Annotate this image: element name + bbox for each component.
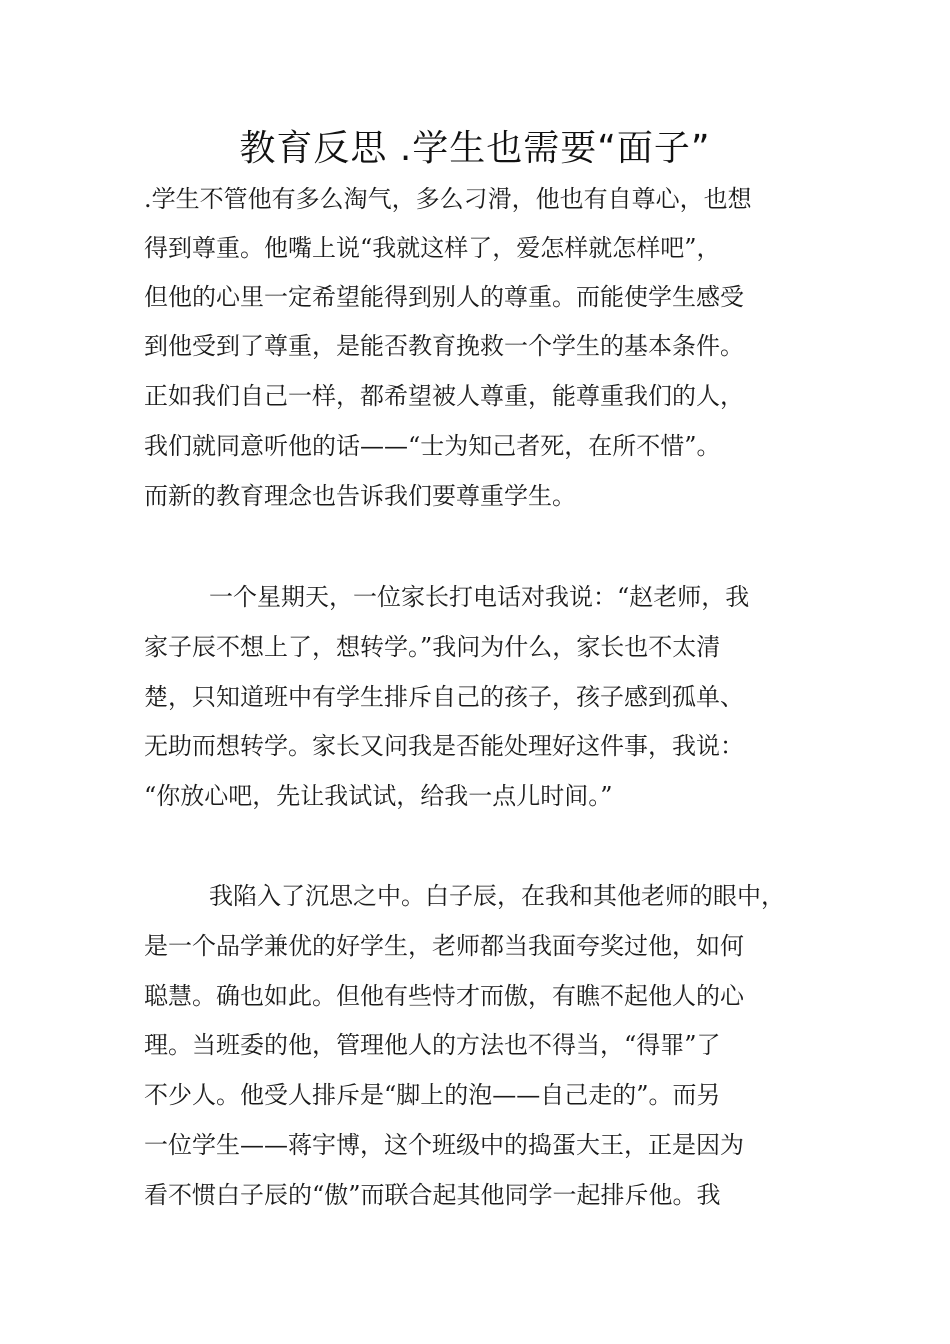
paragraph-3-line-1: 我陷入了沉思之中。白子辰，在我和其他老师的眼中， — [209, 882, 785, 910]
paragraph-3-line-3: 聪慧。确也如此。但他有些恃才而傲，有瞧不起他人的心 — [144, 982, 744, 1010]
paragraph-1-line-6: 我们就同意听他的话——“士为知己者死，在所不惜”。 — [144, 432, 721, 460]
paragraph-1-line-7: 而新的教育理念也告诉我们要尊重学生。 — [144, 482, 576, 510]
paragraph-1-line-3: 但他的心里一定希望能得到别人的尊重。而能使学生感受 — [144, 283, 744, 311]
paragraph-1-line-1: .学生不管他有多么淘气，多么刁滑，他也有自尊心，也想 — [144, 185, 752, 213]
paragraph-3-line-6: 一位学生——蒋宇博，这个班级中的捣蛋大王，正是因为 — [144, 1131, 744, 1159]
paragraph-2-line-4: 无助而想转学。家长又问我是否能处理好这件事，我说： — [144, 732, 744, 760]
paragraph-3-line-5: 不少人。他受人排斥是“脚上的泡——自己走的”。而另 — [144, 1081, 721, 1109]
paragraph-3-line-2: 是一个品学兼优的好学生，老师都当我面夸奖过他，如何 — [144, 932, 744, 960]
paragraph-1-line-5: 正如我们自己一样，都希望被人尊重，能尊重我们的人， — [144, 382, 744, 410]
paragraph-3-line-4: 理。当班委的他，管理他人的方法也不得当，“得罪”了 — [144, 1031, 721, 1059]
paragraph-3-line-7: 看不惯白子辰的“傲”而联合起其他同学一起排斥他。我 — [144, 1181, 721, 1209]
paragraph-2-line-3: 楚，只知道班中有学生排斥自己的孩子，孩子感到孤单、 — [144, 683, 744, 711]
paragraph-1-line-2: 得到尊重。他嘴上说“我就这样了，爱怎样就怎样吧”， — [144, 234, 721, 262]
paragraph-2-line-2: 家子辰不想上了，想转学。”我问为什么，家长也不太清 — [144, 633, 721, 661]
paragraph-1-line-4: 到他受到了尊重，是能否教育挽救一个学生的基本条件。 — [144, 332, 744, 360]
paragraph-2-line-1: 一个星期天，一位家长打电话对我说：“赵老师，我 — [209, 583, 750, 611]
paragraph-2-line-5: “你放心吧，先让我试试，给我一点儿时间。” — [144, 782, 613, 810]
document-title: 教育反思 .学生也需要“面子” — [239, 128, 711, 169]
